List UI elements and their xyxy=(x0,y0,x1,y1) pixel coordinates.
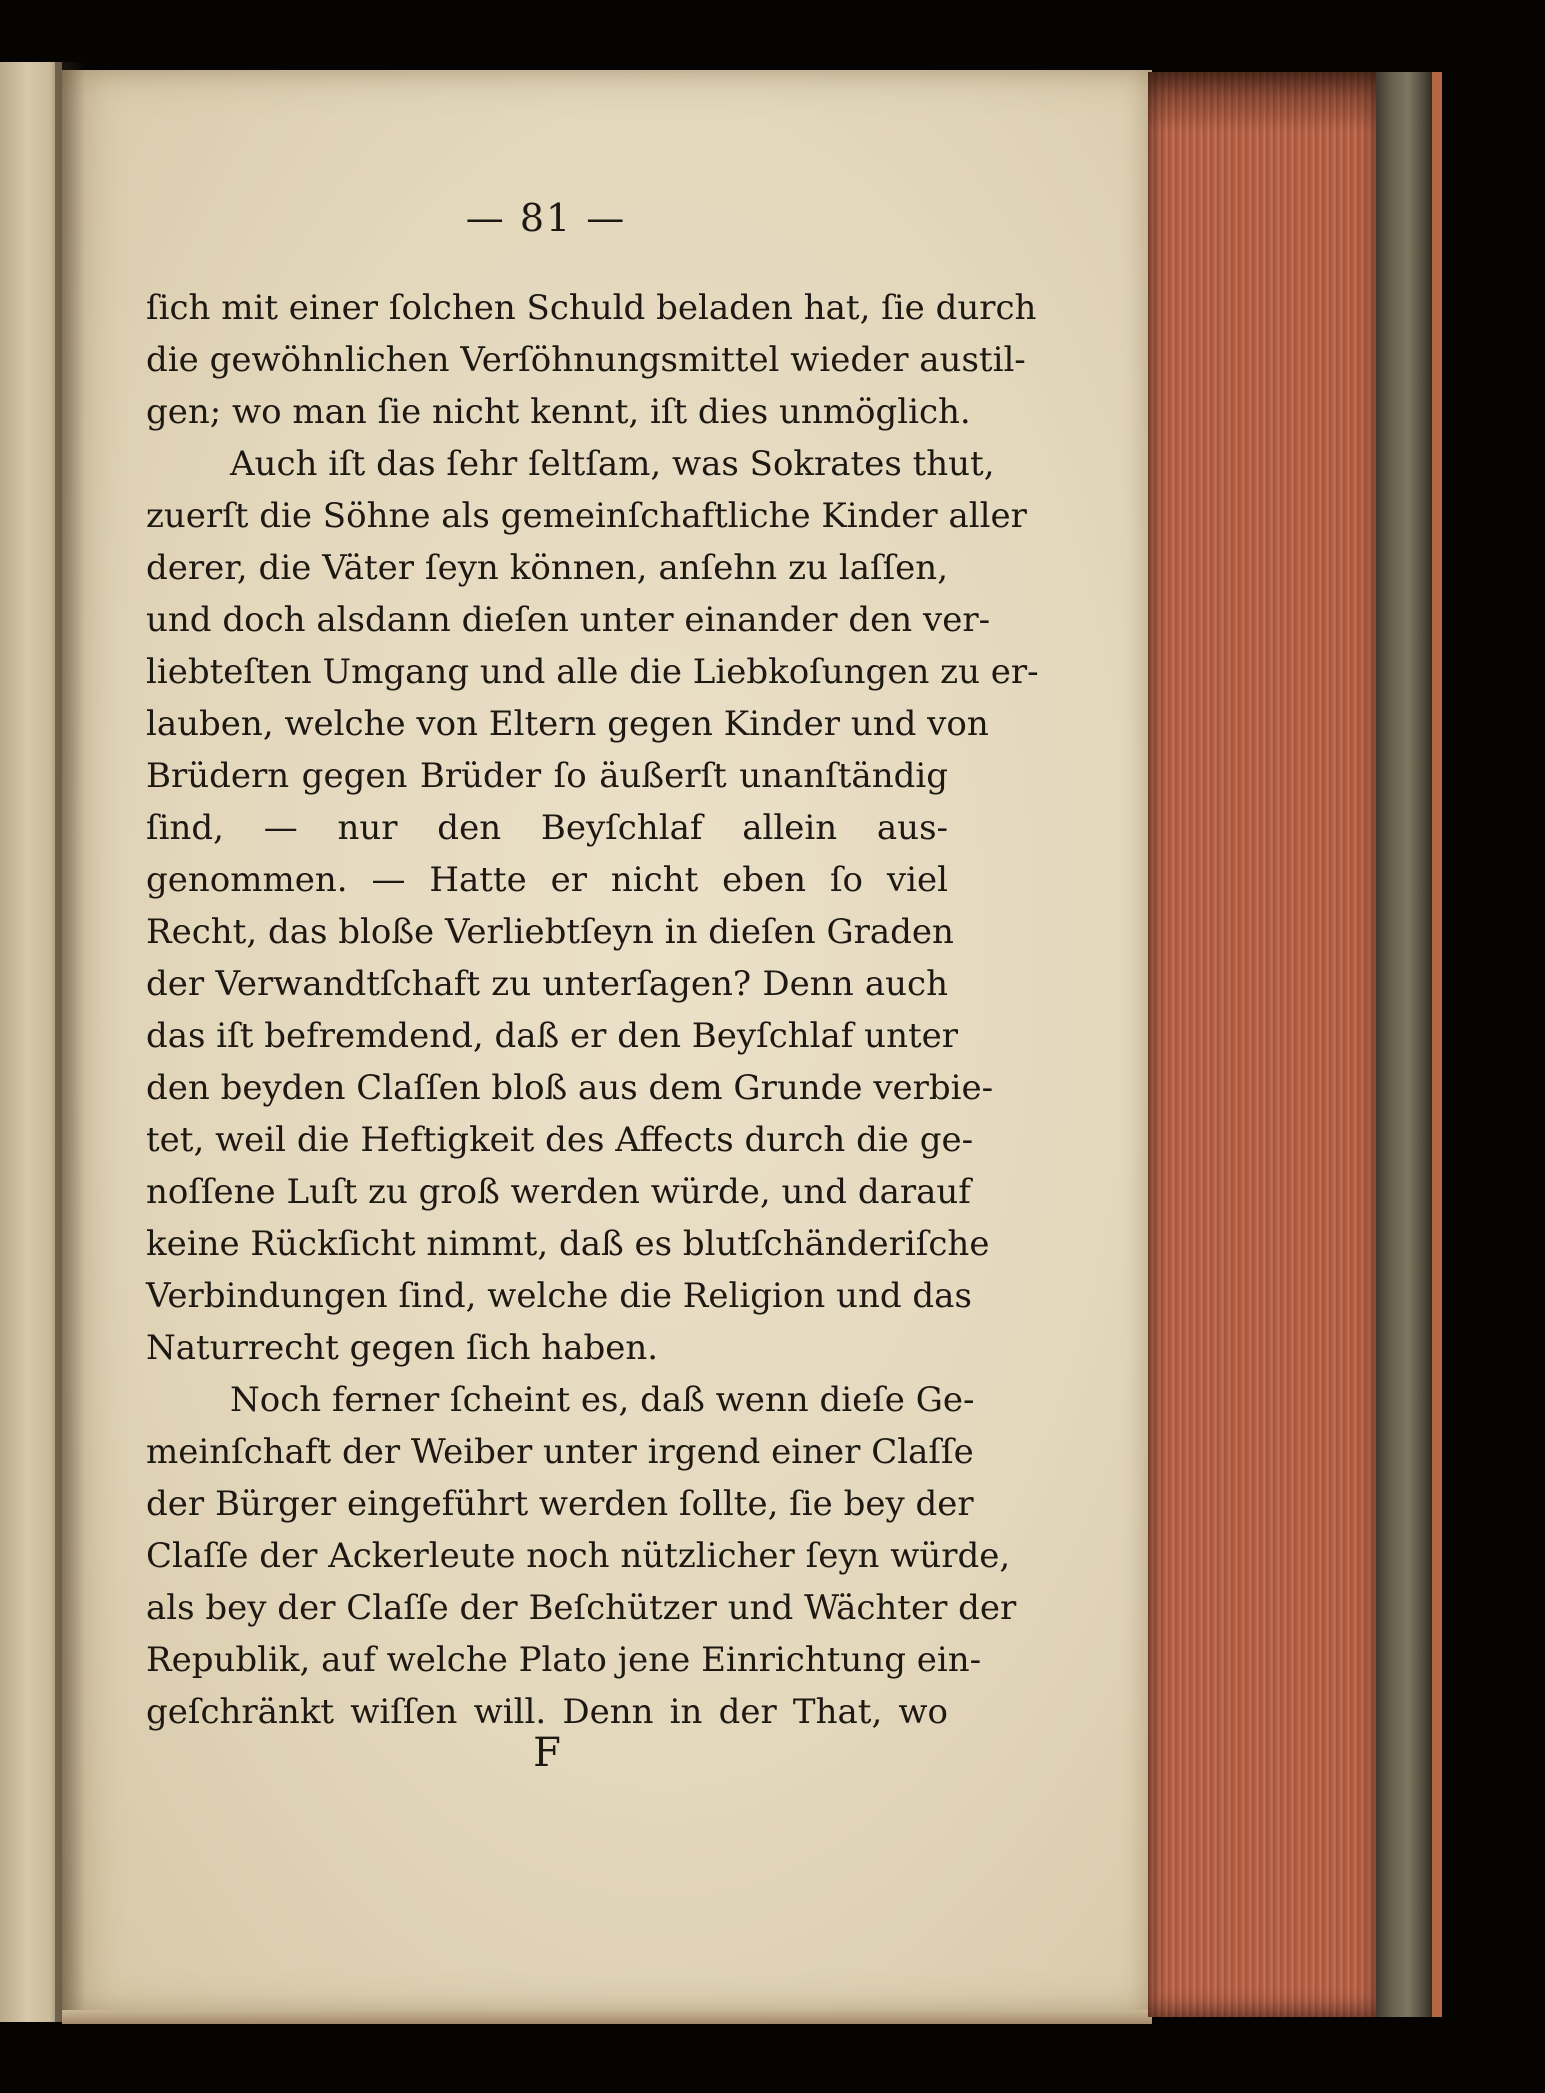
text-line: Noch ferner ſcheint es, daß wenn dieſe Ge- xyxy=(230,1380,975,1420)
text-line: die gewöhnlichen Verſöhnungsmittel wieder austil- xyxy=(146,340,1026,380)
text-line: zuerſt die Söhne als gemeinſchaftliche Kinder aller xyxy=(146,496,1027,536)
text-line: gen; wo man ſie nicht kennt, iſt dies unmöglich. xyxy=(146,392,971,432)
text-line: liebteſten Umgang und alle die Liebkoſungen zu er- xyxy=(146,652,1039,692)
text-line: als bey der Claſſe der Beſchützer und Wächter der xyxy=(146,1588,1017,1628)
text-line: Brüdern gegen Brüder ſo äußerſt unanſtändig xyxy=(146,756,948,796)
page-bottom-edge xyxy=(62,2010,1152,2024)
text-line: das iſt befremdend, daß er den Beyſchlaf unter xyxy=(146,1016,958,1056)
text-line: den beyden Claſſen bloß aus dem Grunde verbie- xyxy=(146,1068,994,1108)
text-line: Auch iſt das ſehr ſeltſam, was Sokrates thut, xyxy=(230,444,995,484)
text-line: keine Rückſicht nimmt, daß es blutſchänderiſche xyxy=(146,1224,990,1264)
text-line: ſich mit einer ſolchen Schuld beladen hat, ſie durch xyxy=(146,288,1037,328)
book-cover xyxy=(1376,72,1434,2017)
text-line: der Verwandtſchaft zu unterſagen? Denn auch xyxy=(146,964,948,1004)
text-line: Recht, das bloße Verliebtſeyn in dieſen Graden xyxy=(146,912,954,952)
page-block-shadow xyxy=(1148,72,1378,132)
text-line: Verbindungen ſind, welche die Religion und das xyxy=(146,1276,972,1316)
text-line: noſſene Luſt zu groß werden würde, und darauf xyxy=(146,1172,971,1212)
text-line: lauben, welche von Eltern gegen Kinder und von xyxy=(146,704,989,744)
cover-edge xyxy=(1432,72,1442,2017)
text-line: geſchränkt wiſſen will. Denn in der That, wo xyxy=(146,1692,948,1732)
page-number: — 81 — xyxy=(465,196,627,240)
signature-mark: F xyxy=(533,1730,561,1776)
previous-page-edge xyxy=(0,62,62,2022)
text-line: tet, weil die Heftigkeit des Affects durch die ge- xyxy=(146,1120,974,1160)
text-line: ſind, — nur den Beyſchlaf allein aus- xyxy=(146,808,948,848)
gutter-shadow xyxy=(55,62,85,2022)
text-line: genommen. — Hatte er nicht eben ſo viel xyxy=(146,860,948,900)
page-block-edges xyxy=(1148,72,1378,2017)
text-line: Naturrecht gegen ſich haben. xyxy=(146,1328,659,1368)
body-text xyxy=(146,282,1039,1738)
text-line: meinſchaft der Weiber unter irgend einer Claſſe xyxy=(146,1432,974,1472)
text-line: Claſſe der Ackerleute noch nützlicher ſeyn würde, xyxy=(146,1536,1011,1576)
text-line: derer, die Väter ſeyn können, anſehn zu laſſen, xyxy=(146,548,948,588)
text-line: der Bürger eingeführt werden ſollte, ſie bey der xyxy=(146,1484,974,1524)
text-line: und doch alsdann dieſen unter einander den ver- xyxy=(146,600,991,640)
text-line: Republik, auf welche Plato jene Einrichtung ein- xyxy=(146,1640,982,1680)
